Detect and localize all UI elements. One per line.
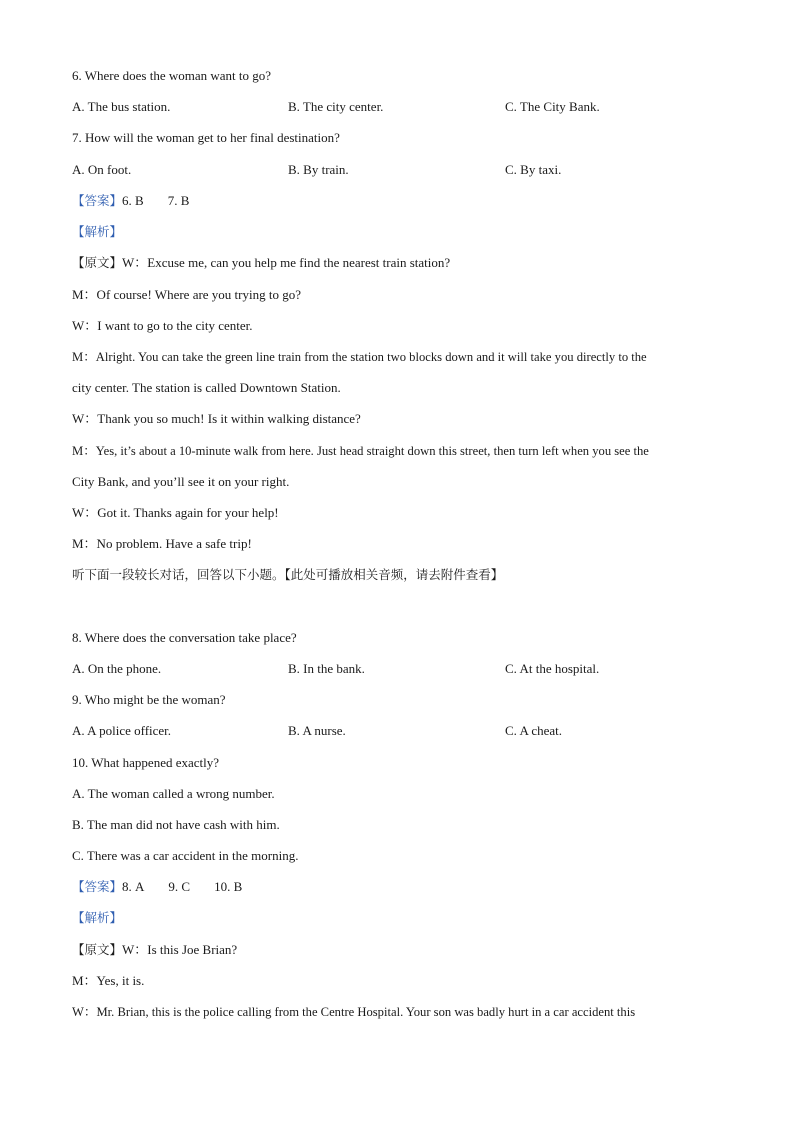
transcript-line: [72, 942, 237, 958]
analysis-heading: [72, 910, 122, 926]
question-6: 6. Where does the woman want to go?: [72, 68, 272, 83]
question-9-option-b: B. A nurse.: [288, 723, 346, 738]
transcript-line: W：I want to go to the city center.: [72, 318, 253, 333]
question-10-option-c: C. There was a car accident in the morning.: [72, 848, 299, 863]
transcript-line: W：Got it. Thanks again for your help!: [72, 505, 279, 520]
answer-8: 8. A: [122, 879, 145, 894]
transcript-tag: 【原文】: [72, 942, 123, 957]
answer-line-8-10: [72, 879, 242, 895]
transcript-tag: 【原文】: [72, 255, 123, 270]
question-7-option-b: B. By train.: [288, 162, 349, 177]
transcript-line: M：Yes, it’s about a 10-minute walk from here. Just head straight down this street, then turn left when you see the: [72, 444, 649, 458]
analysis-tag: 【解析】: [72, 224, 123, 239]
analysis-tag: 【解析】: [72, 910, 123, 925]
transcript-line: M：Alright. You can take the green line train from the station two blocks down and it will take you directly to the: [72, 350, 647, 364]
question-8-option-b: B. In the bank.: [288, 661, 365, 676]
answer-9: 9. C: [168, 879, 191, 894]
question-7: 7. How will the woman get to her final destination?: [72, 130, 340, 145]
question-9-option-c: C. A cheat.: [505, 723, 563, 738]
question-6-option-a: A. The bus station.: [72, 99, 171, 114]
answer-7: 7. B: [167, 193, 190, 208]
question-6-option-b: B. The city center.: [288, 99, 384, 114]
question-8: 8. Where does the conversation take place?: [72, 630, 297, 645]
question-8-option-a: A. On the phone.: [72, 661, 162, 676]
question-9: 9. Who might be the woman?: [72, 692, 226, 707]
transcript-text: W：Is this Joe Brian?: [122, 942, 238, 957]
question-8-option-c: C. At the hospital.: [505, 661, 600, 676]
answer-6: 6. B: [122, 193, 144, 208]
transcript-line: W：Thank you so much! Is it within walking distance?: [72, 411, 361, 426]
question-7-option-a: A. On foot.: [72, 162, 132, 177]
question-10: 10. What happened exactly?: [72, 755, 220, 770]
transcript-line: M：No problem. Have a safe trip!: [72, 536, 252, 551]
answer-tag: 【答案】: [72, 879, 123, 894]
answer-line-6-7: [72, 193, 189, 209]
answer-10: 10. B: [214, 879, 243, 894]
answer-tag: 【答案】: [72, 193, 123, 208]
question-6-option-c: C. The City Bank.: [505, 99, 600, 114]
transcript-line: M：Of course! Where are you trying to go?: [72, 287, 301, 302]
question-7-option-c: C. By taxi.: [505, 162, 562, 177]
question-10-option-a: A. The woman called a wrong number.: [72, 786, 275, 801]
transcript-line: M：Yes, it is.: [72, 973, 145, 988]
analysis-heading: [72, 224, 122, 240]
transcript-line: city center. The station is called Downtown Station.: [72, 380, 341, 395]
transcript-line: City Bank, and you’ll see it on your right.: [72, 474, 290, 489]
listening-instruction: 听下面一段较长对话，回答以下小题。【此处可播放相关音频，请去附件查看】: [72, 567, 504, 582]
question-10-option-b: B. The man did not have cash with him.: [72, 817, 280, 832]
transcript-line: [72, 255, 450, 271]
transcript-text: W：Excuse me, can you help me find the nearest train station?: [122, 255, 451, 270]
transcript-line: W：Mr. Brian, this is the police calling from the Centre Hospital. Your son was badly hurt in a car accident this: [72, 1005, 636, 1019]
question-9-option-a: A. A police officer.: [72, 723, 172, 738]
